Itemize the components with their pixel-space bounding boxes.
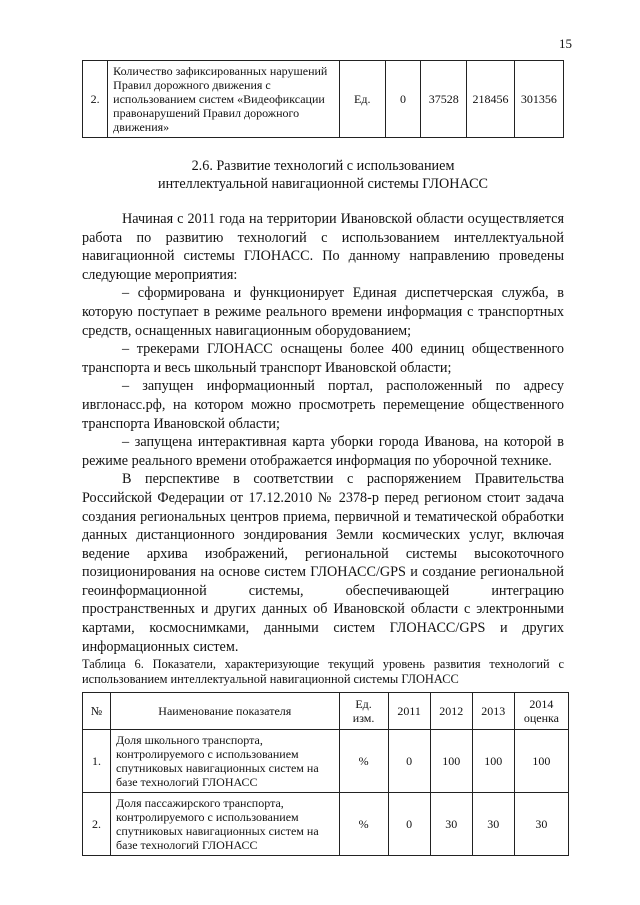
indicators-table	[82, 692, 569, 856]
header-name: Наименование показателя	[111, 693, 339, 730]
table-caption: Таблица 6. Показатели, характеризующие текущий уровень развития технологий с использованием интеллектуальной навигационной системы ГЛОНАСС	[82, 657, 564, 686]
indicator-name: Доля школьного транспорта, контролируемого с использованием спутниковых навигационных систем на базе технологий ГЛОНАСС	[111, 730, 339, 793]
header-year-estimate	[514, 693, 568, 730]
perspective-paragraph: В перспективе в соответствии с распоряжением Правительства Российской Федерации от 17.12.2010 № 2378-р перед регионом стоит задача создания региональных центров приема, первичной и тематической обработки данных дистанционного зондирования Земли космических услуг, включая ведение архива изображений, региональной системы высокоточного позиционирования на основе систем ГЛОНАСС/GPS и создание региональной геоинформационной системы, обеспечивающей интеграцию пространственных и других данных об Ивановской области с электронными картами, космоснимками, данными систем ГЛОНАСС/GPS и других информационных систем.	[82, 471, 564, 655]
value-cell: 301356	[514, 61, 563, 138]
header-unit-line: изм.	[352, 711, 375, 725]
header-year-line: 2014	[529, 697, 554, 711]
value-cell: 30	[430, 793, 472, 856]
value-cell: 0	[388, 730, 430, 793]
value-cell: 100	[430, 730, 472, 793]
header-year: 2012	[430, 693, 472, 730]
top-table	[82, 60, 564, 138]
section-title-line: интеллектуальной навигационной системы ГЛОНАСС	[157, 176, 488, 192]
row-number: 2.	[83, 61, 108, 138]
intro-paragraph: Начиная с 2011 года на территории Ивановской области осуществляется работа по развитию технологий с использованием интеллектуальной навигационной системы ГЛОНАСС. По данному направлению проведены следующие мероприятия:	[82, 211, 564, 283]
list-item: – запущен информационный портал, расположенный по адресу ивглонасс.рф, на котором можно просмотреть перемещение общественного транспорта Ивановской области;	[82, 378, 564, 432]
value-cell: 0	[388, 793, 430, 856]
body-text	[82, 210, 564, 656]
table-row	[83, 730, 569, 793]
table-header-row	[83, 693, 569, 730]
table-row	[83, 793, 569, 856]
section-title-line: 2.6. Развитие технологий с использованием	[191, 158, 455, 174]
value-cell: 100	[472, 730, 514, 793]
header-unit	[339, 693, 388, 730]
value-cell: 100	[514, 730, 568, 793]
list-item: – сформирована и функционирует Единая диспетчерская служба, в которую поступает в режиме реального времени информация с транспортных средств, оснащенных навигационным оборудованием;	[82, 285, 564, 339]
value-cell: 30	[472, 793, 514, 856]
value-cell: 30	[514, 793, 568, 856]
section-title	[82, 157, 564, 193]
list-item: – трекерами ГЛОНАСС оснащены более 400 единиц общественного транспорта и весь школьный транспорт Ивановской области;	[82, 341, 564, 376]
unit-cell: Ед.	[339, 61, 385, 138]
value-cell: 218456	[467, 61, 514, 138]
list-item: – запущена интерактивная карта уборки города Иванова, на которой в режиме реального времени отображается информация по уборочной технике.	[82, 434, 564, 469]
header-unit-line: Ед.	[355, 697, 372, 711]
unit-cell: %	[339, 730, 388, 793]
header-year: 2013	[472, 693, 514, 730]
row-number: 2.	[83, 793, 111, 856]
table-row	[83, 61, 564, 138]
indicator-name: Количество зафиксированных нарушений Правил дорожного движения с использованием систем «Видеофиксации правонарушений Правил дорожного движения»	[108, 61, 339, 138]
header-year-line: оценка	[523, 711, 559, 725]
row-number: 1.	[83, 730, 111, 793]
unit-cell: %	[339, 793, 388, 856]
page-number: 15	[559, 36, 572, 51]
value-cell: 37528	[421, 61, 467, 138]
header-num: №	[83, 693, 111, 730]
indicator-name: Доля пассажирского транспорта, контролируемого с использованием спутниковых навигационных систем на базе технологий ГЛОНАСС	[111, 793, 339, 856]
header-year: 2011	[388, 693, 430, 730]
value-cell: 0	[385, 61, 420, 138]
